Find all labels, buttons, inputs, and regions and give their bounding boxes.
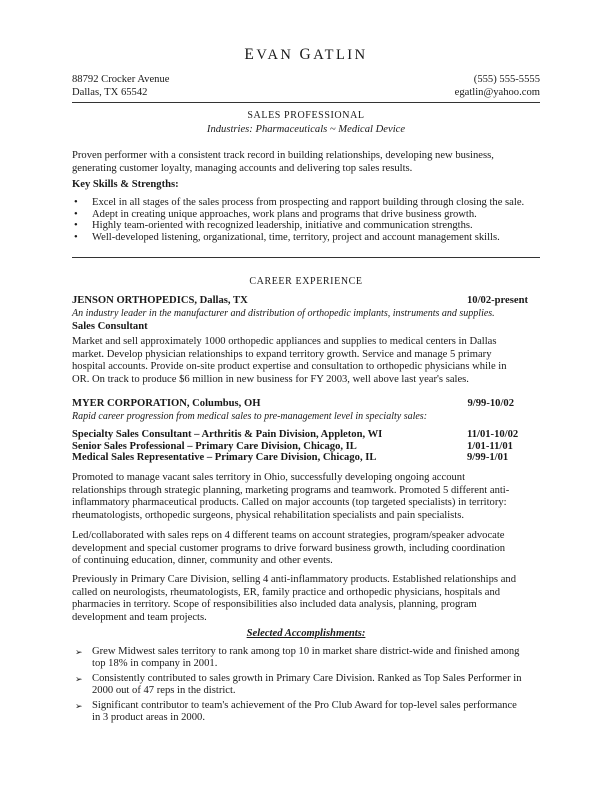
experience-heading: CAREER EXPERIENCE [249,276,363,287]
job-header-myer [72,398,528,409]
list-item: • Well-developed listening, organizational, time, territory, project and account management skills. [74,231,500,243]
header-divider [72,102,540,103]
role-item: Senior Sales Professional – Primary Care Division, Chicago, IL 1/01-11/01 [72,440,513,452]
role-item: Medical Sales Representative – Primary Care Division, Chicago, IL 9/99-1/01 [72,452,509,464]
job-dates: 10/02-present [466,295,528,306]
address-line-1: 88792 Crocker Avenue [72,74,170,85]
section-divider [72,257,540,258]
role-item: Specialty Sales Consultant – Arthritis & Pain Division, Appleton, WI 11/01-10/02 [72,429,519,440]
job-paragraph: Market and sell approximately 1000 orthopedic appliances and supplies to medical centers in Dallas market. Develop physician relationships to expand territory growth. Service and manage 5 primary hospital accounts. Provide on-site product expertise and consultation to orthopedic physicians while in OR. On track to produce $6 million in new business for FY 2003, well above last year's sales. [72,336,507,385]
company-description: Rapid career progression from medical sales to pre-management level in specialty sales: [72,411,428,422]
job-dates: 9/99-10/02 [467,398,514,409]
skills-heading: Key Skills & Strengths: [72,179,179,190]
arrow-bullet-icon: ➢ [75,700,83,711]
job-paragraph: Promoted to manage vacant sales territory in Ohio, successfully developing ongoing account relationships through strategic planning, marketing programs and teamwork. Promoted 5 different anti- inflammatory pharmaceutical products. Called on major accounts (top targeted specialists) in territory: rheumatologists, orthopedic surgeons, physical rehabilitation specialists and pain specialists. [72,472,510,521]
job-role: Sales Consultant [72,321,148,332]
list-item: • Adept in creating unique approaches, work plans and programs that drive business growth. [74,208,477,220]
company-description: An industry leader in the manufacturer and distribution of orthopedic implants, instruments and supplies. [72,308,495,319]
list-item: ➢ Grew Midwest sales territory to rank among top 10 in market share district-wide and finished among top 18% in company in 2001. [75,646,520,670]
skills-list [72,197,542,243]
phone-number: (555) 555-5555 [473,74,540,85]
objective-title: SALES PROFESSIONAL [247,110,365,121]
address-line-2: Dallas, TX 65542 [72,87,148,98]
arrow-bullet-icon: ➢ [75,647,83,657]
list-item: • Excel in all stages of the sales process from prospecting and rapport building through closing the sale. [74,197,525,208]
list-item: • Highly team-oriented with recognized leadership, initiative and communication strengths. [74,220,473,232]
email-address: egatlin@yahoo.com [454,87,540,98]
accomplishments-list [72,646,542,726]
role-list [72,429,528,464]
company-name: JENSON ORTHOPEDICS, Dallas, TX [72,295,248,306]
company-name: MYER CORPORATION, Columbus, OH [72,398,261,409]
objective-industries: Industries: Pharmaceuticals ~ Medical Device [206,124,406,135]
accomplishments-heading: Selected Accomplishments: [246,628,366,639]
arrow-bullet-icon: ➢ [75,673,83,684]
summary-paragraph: Proven performer with a consistent track record in building relationships, developing new business, generating customer loyalty, managing accounts and delivering top sales results. [72,150,494,174]
job-paragraph: Led/collaborated with sales reps on 4 different teams on account strategies, program/speaker advocate development and special customer programs to drive forward business growth, including coordination of continuing education, dinner, community and other events. [72,530,506,567]
job-paragraph: Previously in Primary Care Division, selling 4 anti-inflammatory products. Established relationships and called on neurologists, rheumatologists, ER, family practice and orthopedic physicians, hospitals and pharmacies in territory. Scope of responsibilities also included data analysis, planning, program development and team projects. [72,574,516,623]
list-item: ➢ Consistently contributed to sales growth in Primary Care Division. Ranked as Top Sales Performer in 2000 out of 47 reps in the district. [75,672,522,697]
list-item: ➢ Significant contributor to team's achievement of the Pro Club Award for top-level sales performance in 3 product areas in 2000. [75,699,517,724]
candidate-name: EVAN GATLIN [244,46,368,63]
job-header-jenson [72,295,528,306]
